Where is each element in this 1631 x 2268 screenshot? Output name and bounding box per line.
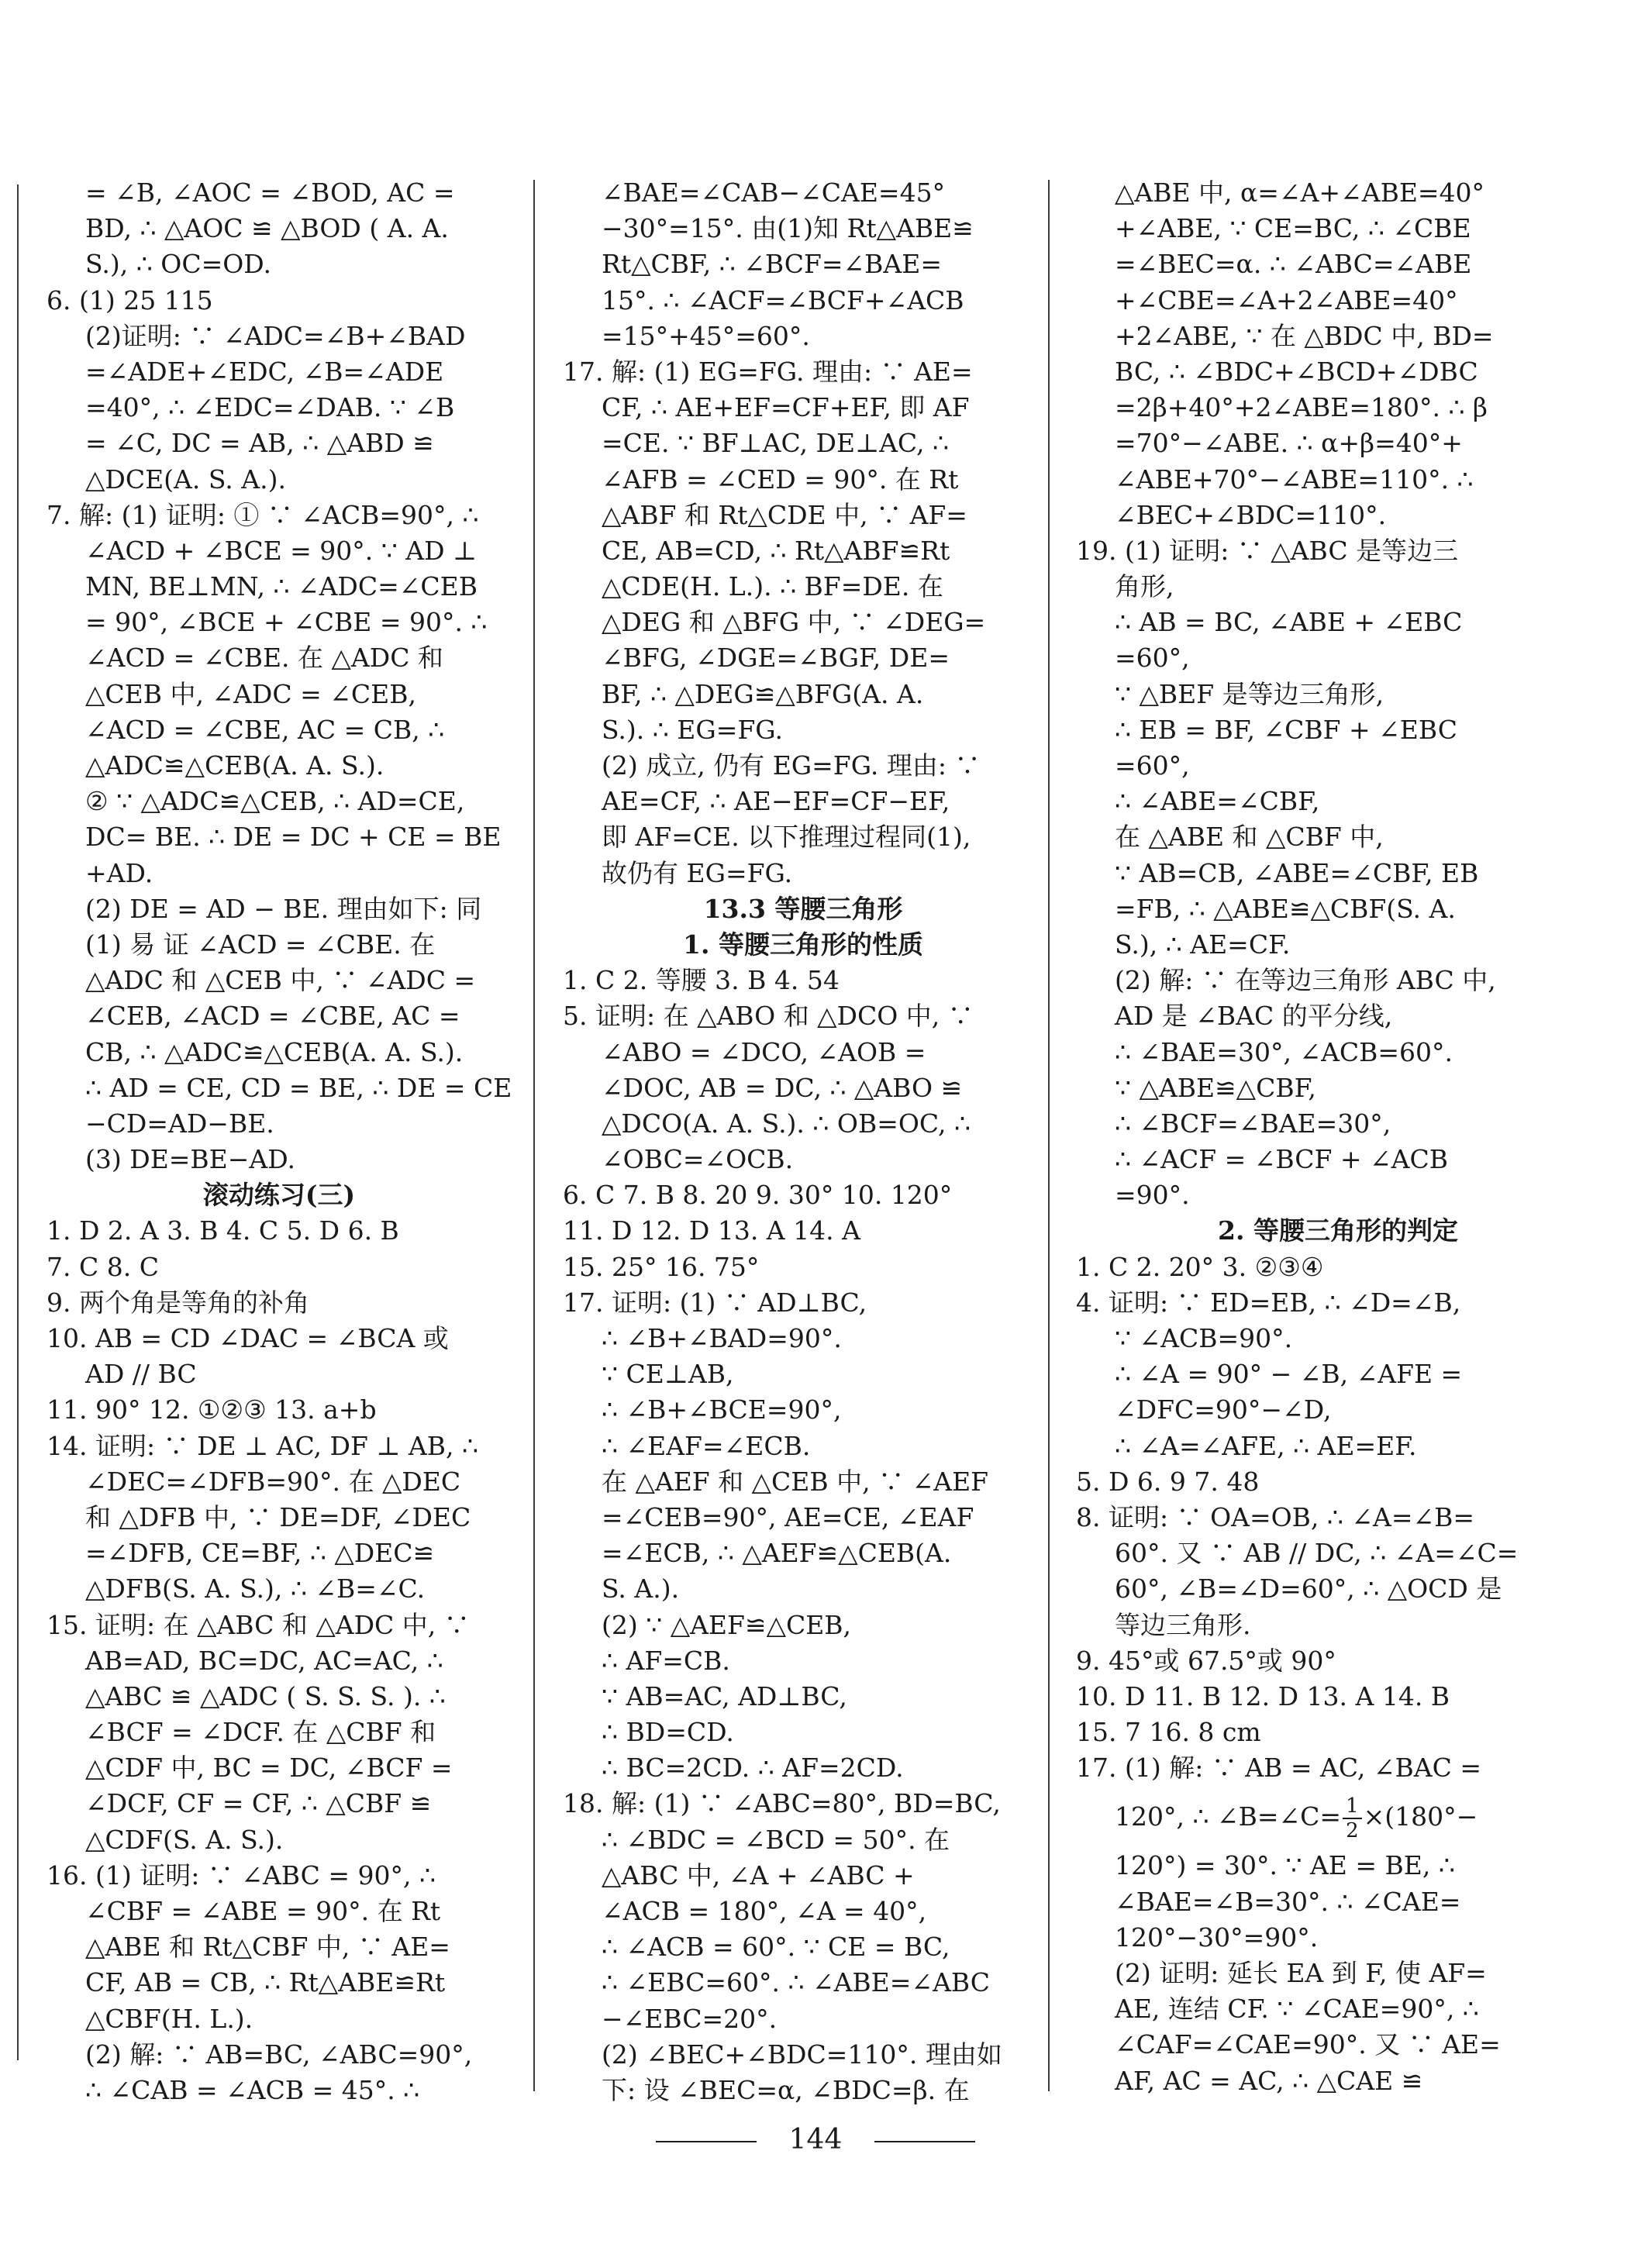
answer-line: (2) 成立, 仍有 EG=FG. 理由: ∵ <box>602 750 981 781</box>
answer-line: 15. 25° 16. 75° <box>563 1251 760 1282</box>
answer-line: =∠ECB, ∴ △AEF≌△CEB(A. <box>602 1538 952 1569</box>
answer-line-with-fraction <box>1076 1786 1600 1848</box>
answer-line: 14. 证明: ∵ DE ⊥ AC, DF ⊥ AB, ∴ <box>47 1430 478 1461</box>
answer-line: =∠ADE+∠EDC, ∠B=∠ADE <box>85 356 444 387</box>
answer-line: 17. 解: (1) EG=FG. 理由: ∵ AE= <box>563 356 973 387</box>
answer-line: 60°. 又 ∵ AB // DC, ∴ ∠A=∠C= <box>1115 1538 1519 1569</box>
answer-line: = ∠B, ∠AOC = ∠BOD, AC = <box>85 178 455 208</box>
page-number: 144 <box>788 2124 843 2156</box>
answer-line: = ∠C, DC = AB, ∴ △ABD ≌ <box>85 428 434 459</box>
answer-line: ∴ ∠BAE=30°, ∠ACB=60°. <box>1115 1036 1453 1067</box>
answer-line: △CDF 中, BC = DC, ∠BCF = <box>85 1753 453 1784</box>
column-divider-1 <box>533 180 535 2091</box>
answer-line: CF, ∴ AE+EF=CF+EF, 即 AF <box>602 392 970 423</box>
answer-line: △ADC≌△CEB(A. A. S.). <box>85 750 384 781</box>
answer-line: 16. (1) 证明: ∵ ∠ABC = 90°, ∴ <box>47 1860 436 1891</box>
answer-line: △CDF(S. A. S.). <box>85 1824 284 1855</box>
answer-line: 在 △AEF 和 △CEB 中, ∵ ∠AEF <box>602 1466 989 1497</box>
answer-line: ∴ EB = BF, ∠CBF + ∠EBC <box>1115 714 1457 745</box>
answer-line: S. A.). <box>602 1573 680 1604</box>
answer-line: 120°−30°=90°. <box>1115 1922 1319 1953</box>
answer-line: 在 △ABE 和 △CBF 中, <box>1115 822 1384 853</box>
answer-line: 即 AF=CE. 以下推理过程同(1), <box>602 822 971 853</box>
fraction-suffix: ×(180°− <box>1363 1801 1478 1832</box>
answer-line: ∴ AB = BC, ∠ABE + ∠EBC <box>1115 607 1463 638</box>
answer-line: △DEG 和 △BFG 中, ∵ ∠DEG= <box>602 607 986 638</box>
answer-line: ∠DFC=90°−∠D, <box>1115 1394 1332 1425</box>
column-divider-2 <box>1048 180 1050 2091</box>
fraction-prefix: 120°, ∴ ∠B=∠C= <box>1115 1801 1342 1832</box>
answer-line: −∠EBC=20°. <box>602 2003 778 2034</box>
answer-line: ∠ABE+70°−∠ABE=110°. ∴ <box>1115 464 1474 495</box>
answer-line: =15°+45°=60°. <box>602 320 810 351</box>
column-left <box>47 175 512 2108</box>
answer-line: ∠ACD = ∠CBE. 在 △ADC 和 <box>85 643 443 674</box>
answer-line: ∠ACD = ∠CBE, AC = CB, ∴ <box>85 714 445 745</box>
answer-line: ∠DCF, CF = CF, ∴ △CBF ≌ <box>85 1788 432 1819</box>
answer-line: =∠DFB, CE=BF, ∴ △DEC≌ <box>85 1538 435 1569</box>
answer-line: CF, AB = CB, ∴ Rt△ABE≌Rt <box>85 1967 446 1998</box>
section-heading: 2. 等腰三角形的判定 <box>1218 1215 1458 1246</box>
section-heading: 1. 等腰三角形的性质 <box>683 929 923 960</box>
answer-line: ∴ ∠B+∠BCE=90°, <box>602 1394 842 1425</box>
answer-line: △DFB(S. A. S.), ∴ ∠B=∠C. <box>85 1573 426 1604</box>
answer-line: 等边三角形. <box>1115 1609 1251 1640</box>
answer-line: S.), ∴ AE=CF. <box>1115 929 1291 960</box>
answer-line: 7. C 8. C <box>47 1251 159 1282</box>
answer-line: (3) DE=BE−AD. <box>85 1144 296 1175</box>
answer-line: △ABC ≌ △ADC ( S. S. S. ). ∴ <box>85 1680 446 1711</box>
answer-line: =CE. ∵ BF⊥AC, DE⊥AC, ∴ <box>602 428 949 459</box>
answer-line: ∵ AB=AC, AD⊥BC, <box>602 1680 847 1711</box>
answer-line: (2)证明: ∵ ∠ADC=∠B+∠BAD <box>85 320 466 351</box>
answer-line: (1) 易 证 ∠ACD = ∠CBE. 在 <box>85 929 436 960</box>
answer-line: △ABC 中, ∠A + ∠ABC + <box>602 1860 915 1891</box>
answer-line: ∠BEC+∠BDC=110°. <box>1115 499 1387 530</box>
answer-line: 18. 解: (1) ∵ ∠ABC=80°, BD=BC, <box>563 1788 1001 1819</box>
answer-line: 6. (1) 25 115 <box>47 284 213 315</box>
answer-line: CE, AB=CD, ∴ Rt△ABF≌Rt <box>602 535 950 566</box>
answer-line: 17. (1) 解: ∵ AB = AC, ∠BAC = <box>1076 1753 1482 1784</box>
answer-line: −30°=15°. 由(1)知 Rt△ABE≌ <box>602 213 974 244</box>
column-right <box>1076 175 1600 2099</box>
answer-line: ② ∵ △ADC≌△CEB, ∴ AD=CE, <box>85 786 465 817</box>
answer-line: 8. 证明: ∵ OA=OB, ∴ ∠A=∠B= <box>1076 1501 1475 1532</box>
answer-line: ∴ ∠B+∠BAD=90°. <box>602 1323 842 1353</box>
answer-line: =60°, <box>1115 750 1190 781</box>
answer-line: (2) 解: ∵ 在等边三角形 ABC 中, <box>1115 965 1496 996</box>
answer-line: −CD=AD−BE. <box>85 1108 274 1139</box>
answer-line: ∠CAF=∠CAE=90°. 又 ∵ AE= <box>1115 2029 1501 2060</box>
answer-line: △DCO(A. A. S.). ∴ OB=OC, ∴ <box>602 1108 971 1139</box>
answer-line: 19. (1) 证明: ∵ △ABC 是等边三 <box>1076 535 1459 566</box>
answer-line: DC= BE. ∴ DE = DC + CE = BE <box>85 822 502 853</box>
answer-line: AF, AC = AC, ∴ △CAE ≌ <box>1115 2065 1423 2096</box>
answer-line: BD, ∴ △AOC ≌ △BOD ( A. A. <box>85 213 449 244</box>
answer-line: BF, ∴ △DEG≌△BFG(A. A. <box>602 678 924 709</box>
answer-line: CB, ∴ △ADC≌△CEB(A. A. S.). <box>85 1036 464 1067</box>
answer-line: 10. D 11. B 12. D 13. A 14. B <box>1076 1680 1450 1711</box>
answer-line: (2) ∵ △AEF≌△CEB, <box>602 1609 852 1640</box>
answer-line: Rt△CBF, ∴ ∠BCF=∠BAE= <box>602 249 942 280</box>
answer-line: 15. 证明: 在 △ABC 和 △ADC 中, ∵ <box>47 1609 470 1640</box>
answer-line: ∴ AD = CE, CD = BE, ∴ DE = CE <box>85 1072 512 1103</box>
answer-line: △DCE(A. S. A.). <box>85 464 286 495</box>
footer-dash-left <box>656 2141 757 2142</box>
answer-line: ∠BFG, ∠DGE=∠BGF, DE= <box>602 643 950 674</box>
answer-line: 15. 7 16. 8 cm <box>1076 1717 1261 1748</box>
answer-line: 故仍有 EG=FG. <box>602 857 793 888</box>
answer-line: ∵ AB=CB, ∠ABE=∠CBF, EB <box>1115 857 1479 888</box>
answer-line: △ABE 和 Rt△CBF 中, ∵ AE= <box>85 1932 450 1963</box>
answer-line: ∠BAE=∠CAB−∠CAE=45° <box>602 178 946 208</box>
section-heading: 滚动练习(三) <box>202 1180 356 1211</box>
answer-line: ∴ AF=CB. <box>602 1645 730 1676</box>
answer-line: ∠ABO = ∠DCO, ∠AOB = <box>602 1036 926 1067</box>
answer-line: ∴ ∠A = 90° − ∠B, ∠AFE = <box>1115 1359 1463 1390</box>
answer-line: =∠BEC=α. ∴ ∠ABC=∠ABE <box>1115 249 1472 280</box>
answer-line: ∴ ∠ABE=∠CBF, <box>1115 786 1320 817</box>
answer-line: △CBF(H. L.). <box>85 2003 253 2034</box>
answer-line: ∵ △BEF 是等边三角形, <box>1115 678 1384 709</box>
answer-line: ∠BAE=∠B=30°. ∴ ∠CAE= <box>1115 1886 1461 1917</box>
answer-line: 7. 解: (1) 证明: ① ∵ ∠ACB=90°, ∴ <box>47 499 479 530</box>
answer-line: 120°) = 30°. ∵ AE = BE, ∴ <box>1115 1850 1455 1881</box>
answer-line: (2) 证明: 延长 EA 到 F, 使 AF= <box>1115 1958 1487 1988</box>
answer-line: ∴ ∠CAB = ∠ACB = 45°. ∴ <box>85 2074 420 2105</box>
answer-line: 9. 两个角是等角的补角 <box>47 1287 309 1318</box>
answer-line: ∠ACD + ∠BCE = 90°. ∵ AD ⊥ <box>85 535 478 566</box>
answer-line: ∴ ∠BDC = ∠BCD = 50°. 在 <box>602 1824 950 1855</box>
answer-line: S.), ∴ OC=OD. <box>85 249 272 280</box>
answer-line: ∴ BD=CD. <box>602 1717 734 1748</box>
section-heading: 13.3 等腰三角形 <box>703 893 903 924</box>
answer-line: =60°, <box>1115 643 1190 674</box>
answer-line: +AD. <box>85 857 153 888</box>
answer-line: =70°−∠ABE. ∴ α+β=40°+ <box>1115 428 1463 459</box>
answer-line: 5. D 6. 9 7. 48 <box>1076 1466 1260 1497</box>
answer-line: 下: 设 ∠BEC=α, ∠BDC=β. 在 <box>602 2074 970 2105</box>
answer-line: 11. D 12. D 13. A 14. A <box>563 1215 860 1246</box>
answer-line: +∠ABE, ∵ CE=BC, ∴ ∠CBE <box>1115 213 1471 244</box>
answer-line: ∴ BC=2CD. ∴ AF=2CD. <box>602 1753 904 1784</box>
answer-line: 角形, <box>1115 571 1174 602</box>
answer-line: 1. D 2. A 3. B 4. C 5. D 6. B <box>47 1215 399 1246</box>
answer-line: AE, 连结 CF. ∵ ∠CAE=90°, ∴ <box>1115 1994 1479 2025</box>
answer-line: 1. C 2. 等腰 3. B 4. 54 <box>563 965 840 996</box>
answer-line: ∴ ∠ACF = ∠BCF + ∠ACB <box>1115 1144 1449 1175</box>
answer-line: BC, ∴ ∠BDC+∠BCD+∠DBC <box>1115 356 1478 387</box>
answer-line: =∠CEB=90°, AE=CE, ∠EAF <box>602 1501 974 1532</box>
answer-line: ∵ ∠ACB=90°. <box>1115 1323 1293 1353</box>
answer-line: ∴ ∠A=∠AFE, ∴ AE=EF. <box>1115 1430 1417 1461</box>
fraction <box>1343 1794 1362 1842</box>
footer-dash-right <box>874 2141 975 2142</box>
answer-line: ∠OBC=∠OCB. <box>602 1144 794 1175</box>
page-footer <box>0 2124 1631 2156</box>
answer-line: ∠AFB = ∠CED = 90°. 在 Rt <box>602 464 959 495</box>
answer-line: =FB, ∴ △ABE≌△CBF(S. A. <box>1115 893 1456 924</box>
answer-line: +2∠ABE, ∵ 在 △BDC 中, BD= <box>1115 320 1494 351</box>
answer-line: +∠CBE=∠A+2∠ABE=40° <box>1115 284 1458 315</box>
answer-line: ∴ ∠EBC=60°. ∴ ∠ABE=∠ABC <box>602 1967 991 1998</box>
fraction-denominator: 2 <box>1346 1819 1359 1843</box>
answer-line: △CDE(H. L.). ∴ BF=DE. 在 <box>602 571 943 602</box>
answer-line: AB=AD, BC=DC, AC=AC, ∴ <box>85 1645 443 1676</box>
answer-line: 11. 90° 12. ①②③ 13. a+b <box>47 1394 377 1425</box>
answer-line: =2β+40°+2∠ABE=180°. ∴ β <box>1115 392 1488 423</box>
answer-line: AE=CF, ∴ AE−EF=CF−EF, <box>602 786 950 817</box>
answer-line: △ABF 和 Rt△CDE 中, ∵ AF= <box>602 499 967 530</box>
answer-line: ∠DOC, AB = DC, ∴ △ABO ≌ <box>602 1072 963 1103</box>
answer-line: ∠ACB = 180°, ∠A = 40°, <box>602 1896 927 1926</box>
answer-line: ∠DEC=∠DFB=90°. 在 △DEC <box>85 1466 461 1497</box>
answer-line: △ADC 和 △CEB 中, ∵ ∠ADC = <box>85 965 476 996</box>
answer-line: MN, BE⊥MN, ∴ ∠ADC=∠CEB <box>85 571 478 602</box>
answer-line: (2) ∠BEC+∠BDC=110°. 理由如 <box>602 2039 1002 2070</box>
answer-line: 15°. ∴ ∠ACF=∠BCF+∠ACB <box>602 284 964 315</box>
answer-line: ∠BCF = ∠DCF. 在 △CBF 和 <box>85 1717 436 1748</box>
answer-line: 1. C 2. 20° 3. ②③④ <box>1076 1251 1324 1282</box>
left-margin-rule <box>17 184 19 2060</box>
answer-line: ∴ ∠EAF=∠ECB. <box>602 1430 811 1461</box>
answer-line: S.). ∴ EG=FG. <box>602 714 783 745</box>
answer-line: =90°. <box>1115 1180 1190 1211</box>
answer-line: 和 △DFB 中, ∵ DE=DF, ∠DEC <box>85 1501 471 1532</box>
answer-line: AD // BC <box>85 1359 197 1390</box>
answer-line: (2) 解: ∵ AB=BC, ∠ABC=90°, <box>85 2039 473 2070</box>
answer-line: ∵ △ABE≌△CBF, <box>1115 1072 1316 1103</box>
answer-line: ∠CEB, ∠ACD = ∠CBE, AC = <box>85 1001 460 1032</box>
column-middle <box>563 175 1043 2108</box>
answer-line: AD 是 ∠BAC 的平分线, <box>1115 1001 1393 1032</box>
answer-line: △CEB 中, ∠ADC = ∠CEB, <box>85 678 416 709</box>
answer-line: ∴ ∠BCF=∠BAE=30°, <box>1115 1108 1391 1139</box>
answer-line: 4. 证明: ∵ ED=EB, ∴ ∠D=∠B, <box>1076 1287 1461 1318</box>
answer-line: =40°, ∴ ∠EDC=∠DAB. ∵ ∠B <box>85 392 455 423</box>
answer-line: ∵ CE⊥AB, <box>602 1359 734 1390</box>
answer-line: 60°, ∠B=∠D=60°, ∴ △OCD 是 <box>1115 1573 1502 1604</box>
answer-line: ∴ ∠ACB = 60°. ∵ CE = BC, <box>602 1932 950 1963</box>
fraction-numerator: 1 <box>1343 1794 1362 1819</box>
answer-line: ∠CBF = ∠ABE = 90°. 在 Rt <box>85 1896 441 1926</box>
answer-line: (2) DE = AD − BE. 理由如下: 同 <box>85 893 482 924</box>
answer-line: △ABE 中, α=∠A+∠ABE=40° <box>1115 178 1485 208</box>
answer-line: 9. 45°或 67.5°或 90° <box>1076 1645 1336 1676</box>
answer-line: 17. 证明: (1) ∵ AD⊥BC, <box>563 1287 867 1318</box>
answer-line: 5. 证明: 在 △ABO 和 △DCO 中, ∵ <box>563 1001 974 1032</box>
answer-line: 10. AB = CD ∠DAC = ∠BCA 或 <box>47 1323 449 1353</box>
answer-line: 6. C 7. B 8. 20 9. 30° 10. 120° <box>563 1180 953 1211</box>
answer-line: = 90°, ∠BCE + ∠CBE = 90°. ∴ <box>85 607 488 638</box>
